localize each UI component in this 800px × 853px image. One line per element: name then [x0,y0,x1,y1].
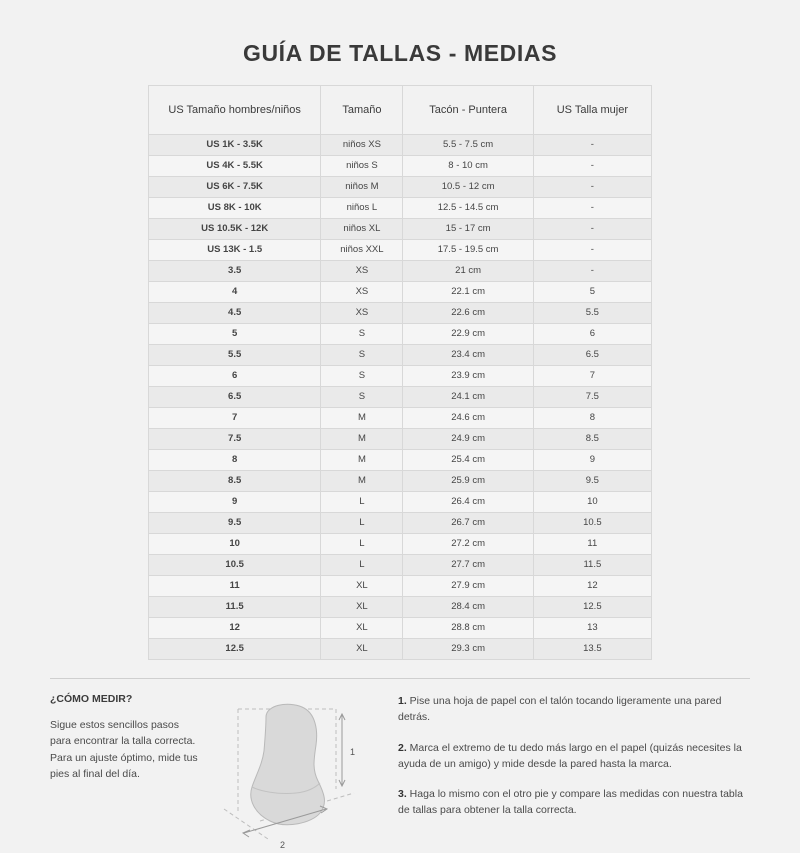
table-cell: 27.2 cm [403,534,533,555]
table-cell: niños L [321,198,403,219]
table-cell: S [321,366,403,387]
table-cell: - [533,198,651,219]
table-cell: niños S [321,156,403,177]
table-cell: 28.4 cm [403,597,533,618]
table-row [149,513,652,534]
diagram-label-2: 2 [280,840,286,850]
how-to-measure-heading: ¿CÓMO MEDIR? [50,693,133,705]
table-row [149,156,652,177]
table-cell: US 1K - 3.5K [149,135,321,156]
table-cell: US 6K - 7.5K [149,177,321,198]
table-cell: 3.5 [149,261,321,282]
table-cell: 9.5 [149,513,321,534]
table-cell: 10.5 [149,555,321,576]
table-cell: - [533,219,651,240]
column-header-us-women: US Talla mujer [533,86,651,135]
size-table [148,85,652,660]
table-cell: XS [321,282,403,303]
how-to-measure-intro [50,693,208,782]
size-table-wrapper [148,85,652,660]
table-row [149,219,652,240]
table-cell: M [321,429,403,450]
table-cell: 6.5 [533,345,651,366]
table-cell: L [321,534,403,555]
table-row [149,324,652,345]
table-cell: S [321,387,403,408]
table-cell: 28.8 cm [403,618,533,639]
column-header-us-men-kids: US Tamaño hombres/niños [149,86,321,135]
table-cell: XS [321,261,403,282]
column-header-size: Tamaño [321,86,403,135]
table-cell: 12.5 [149,639,321,660]
table-cell: 10.5 [533,513,651,534]
table-cell: 7.5 [149,429,321,450]
table-cell: M [321,408,403,429]
table-cell: US 13K - 1.5 [149,240,321,261]
table-cell: 23.9 cm [403,366,533,387]
step-text: Haga lo mismo con el otro pie y compare las medidas con nuestra tabla de tallas para obtener la talla correcta. [398,788,743,817]
table-cell: 25.4 cm [403,450,533,471]
table-row [149,492,652,513]
table-cell: 8.5 [533,429,651,450]
table-cell: 21 cm [403,261,533,282]
table-row [149,387,652,408]
table-cell: L [321,492,403,513]
table-cell: XL [321,576,403,597]
table-row [149,198,652,219]
table-row [149,576,652,597]
table-cell: 22.1 cm [403,282,533,303]
page-title: GUÍA DE TALLAS - MEDIAS [242,40,558,66]
table-cell: 13.5 [533,639,651,660]
step-item [398,740,750,773]
table-row [149,639,652,660]
table-cell: 13 [533,618,651,639]
table-cell: 11 [533,534,651,555]
table-cell: 11.5 [533,555,651,576]
table-cell: - [533,177,651,198]
table-row [149,366,652,387]
table-cell: 24.9 cm [403,429,533,450]
table-row [149,429,652,450]
foot-measure-illustration [208,693,388,853]
table-cell: US 10.5K - 12K [149,219,321,240]
table-row [149,240,652,261]
table-cell: 8.5 [149,471,321,492]
table-cell: L [321,513,403,534]
table-cell: 27.9 cm [403,576,533,597]
how-to-measure-text: Sigue estos sencillos pasos para encontrar la talla correcta. Para un ajuste óptimo, mide tus pies al final del día. [50,719,198,780]
table-cell: 8 - 10 cm [403,156,533,177]
table-row [149,555,652,576]
table-cell: XL [321,597,403,618]
table-cell: XS [321,303,403,324]
table-cell: 22.9 cm [403,324,533,345]
table-cell: 6 [533,324,651,345]
table-cell: niños XL [321,219,403,240]
table-cell: niños XXL [321,240,403,261]
table-cell: 8 [149,450,321,471]
table-row [149,261,652,282]
step-text: Pise una hoja de papel con el talón tocando ligeramente una pared detrás. [398,695,722,724]
table-cell: M [321,450,403,471]
table-cell: 7.5 [533,387,651,408]
table-cell: XL [321,618,403,639]
table-cell: 12 [149,618,321,639]
table-cell: 10.5 - 12 cm [403,177,533,198]
table-row [149,303,652,324]
step-text: Marca el extremo de tu dedo más largo en el papel (quizás necesites la ayuda de un amigo) y mide desde la pared hasta la marca. [398,741,742,770]
table-cell: 24.1 cm [403,387,533,408]
step-number: 1. [398,695,407,707]
how-to-measure-section [50,679,750,853]
table-cell: 6 [149,366,321,387]
table-row [149,534,652,555]
table-cell: 29.3 cm [403,639,533,660]
table-cell: niños XS [321,135,403,156]
table-cell: 5 [533,282,651,303]
table-cell: 5 [149,324,321,345]
column-header-heel-toe: Tacón - Puntera [403,86,533,135]
table-cell: 10 [533,492,651,513]
foot-diagram [208,693,388,853]
table-header-row [149,86,652,135]
table-cell: 12.5 - 14.5 cm [403,198,533,219]
table-cell: 5.5 [149,345,321,366]
step-number: 2. [398,741,407,754]
table-row [149,408,652,429]
table-cell: 7 [149,408,321,429]
table-row [149,597,652,618]
table-cell: S [321,324,403,345]
table-cell: 5.5 [533,303,651,324]
step-number: 3. [398,788,407,801]
diagram-label-1: 1 [350,747,356,757]
table-cell: - [533,240,651,261]
table-cell: 26.4 cm [403,492,533,513]
table-cell: 22.6 cm [403,303,533,324]
table-cell: 26.7 cm [403,513,533,534]
table-row [149,177,652,198]
step-item [398,693,750,726]
table-cell: 4.5 [149,303,321,324]
table-row [149,345,652,366]
table-row [149,471,652,492]
table-cell: 24.6 cm [403,408,533,429]
table-row [149,282,652,303]
table-cell: - [533,261,651,282]
table-cell: 4 [149,282,321,303]
table-cell: US 8K - 10K [149,198,321,219]
table-row [149,618,652,639]
table-cell: 7 [533,366,651,387]
table-cell: US 4K - 5.5K [149,156,321,177]
table-cell: 15 - 17 cm [403,219,533,240]
table-cell: S [321,345,403,366]
table-cell: XL [321,639,403,660]
table-cell: 8 [533,408,651,429]
table-cell: - [533,156,651,177]
step-item [398,786,750,819]
table-cell: niños M [321,177,403,198]
table-cell: - [533,135,651,156]
table-cell: 11 [149,576,321,597]
table-row [149,135,652,156]
table-cell: M [321,471,403,492]
table-cell: 9 [149,492,321,513]
table-cell: 6.5 [149,387,321,408]
table-cell: 27.7 cm [403,555,533,576]
table-cell: 25.9 cm [403,471,533,492]
table-cell: 9.5 [533,471,651,492]
table-cell: 12 [533,576,651,597]
table-cell: 23.4 cm [403,345,533,366]
table-cell: 11.5 [149,597,321,618]
table-cell: 5.5 - 7.5 cm [403,135,533,156]
how-to-measure-steps [388,693,750,833]
size-table-body [149,135,652,660]
table-cell: 12.5 [533,597,651,618]
table-row [149,450,652,471]
table-cell: 10 [149,534,321,555]
table-cell: 9 [533,450,651,471]
table-cell: L [321,555,403,576]
table-cell: 17.5 - 19.5 cm [403,240,533,261]
